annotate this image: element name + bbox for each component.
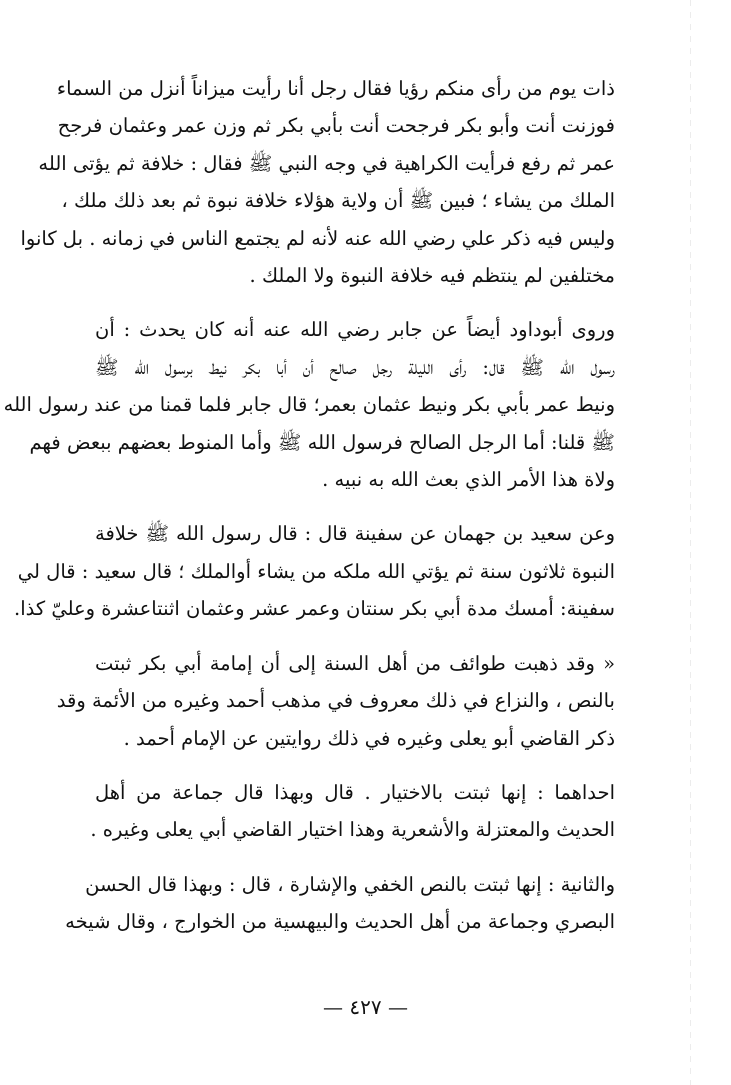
paragraph <box>56 645 615 757</box>
text-line: وليس فيه ذكر علي رضي الله عنه لأنه لم يجتمع الناس في زمانه . بل كانوا <box>20 226 615 250</box>
text-line: الملك من يشاء ؛ فبين ﷺ أن ولاية هؤلاء خلافة نبوة ثم بعد ذلك ملك ، <box>61 189 615 213</box>
text-line: ﷺ قلنا: أما الرجل الصالح فرسول الله ﷺ وأما المنوط بعضهم ببعض فهم <box>29 430 615 454</box>
paragraph <box>90 774 615 849</box>
text-line: رسول الله ﷺ قال: رأى الليلة رجل صالح أن أبا بكر نيط برسول الله ﷺ <box>95 355 615 379</box>
text-line: بالنص ، والنزاع في ذلك معروف في مذهب أحمد وغيره من الأئمة وقد <box>56 689 615 713</box>
text-line: ونيط عمر بأبي بكر ونيط عثمان بعمر؛ قال جابر فلما قمنا من عند رسول الله <box>3 393 615 417</box>
text-line: وروى أبوداود أيضاً عن جابر رضي الله عنه أنه كان يحدث : أن <box>95 318 615 342</box>
paragraph <box>65 866 615 941</box>
body-text <box>3 70 615 958</box>
text-line: سفينة: أمسك مدة أبي بكر سنتان وعمر عشر وعثمان اثنتاعشرة وعليّ كذا. <box>14 597 615 621</box>
paragraph <box>14 515 615 627</box>
text-line: والثانية : إنها ثبتت بالنص الخفي والإشارة ، قال : وبهذا قال الحسن <box>85 872 615 896</box>
text-line: ذكر القاضي أبو يعلى وغيره في ذلك روايتين عن الإمام أحمد . <box>123 726 615 750</box>
text-line: البصري وجماعة من أهل الحديث والبيهسية من الخوارج ، وقال شيخه <box>65 910 615 934</box>
text-line: مختلفين لم ينتظم فيه خلافة النبوة ولا الملك . <box>249 264 615 288</box>
text-line: ذات يوم من رأى منكم رؤيا فقال رجل أنا رأيت ميزاناً أنزل من السماء <box>56 77 615 100</box>
paragraph <box>20 70 615 294</box>
text-line: النبوة ثلاثون سنة ثم يؤتي الله ملكه من يشاء أوالملك ؛ قال سعيد : قال لي <box>17 559 615 583</box>
text-line: عمر ثم رفع فرأيت الكراهية في وجه النبي ﷺ فقال : خلافة ثم يؤتى الله <box>38 151 615 175</box>
text-line: ولاة هذا الأمر الذي بعث الله به نبيه . <box>322 468 615 492</box>
page-number: — ٤٢٧ — <box>323 995 408 1019</box>
text-line: احداهما : إنها ثبتت بالاختيار . قال وبهذا قال جماعة من أهل <box>95 780 615 804</box>
paragraph <box>3 311 615 498</box>
text-line: « وقد ذهبت طوائف من أهل السنة إلى أن إمامة أبي بكر ثبتت <box>95 651 615 675</box>
text-line: فوزنت أنت وأبو بكر فرجحت أنت بأبي بكر ثم وزن عمر وعثمان فرجح <box>57 114 615 138</box>
page-gutter-line <box>690 0 691 1085</box>
text-line: الحديث والمعتزلة والأشعرية وهذا اختيار القاضي أبي يعلى وغيره . <box>90 818 615 842</box>
text-line: وعن سعيد بن جهمان عن سفينة قال : قال رسول الله ﷺ خلافة <box>95 522 615 546</box>
